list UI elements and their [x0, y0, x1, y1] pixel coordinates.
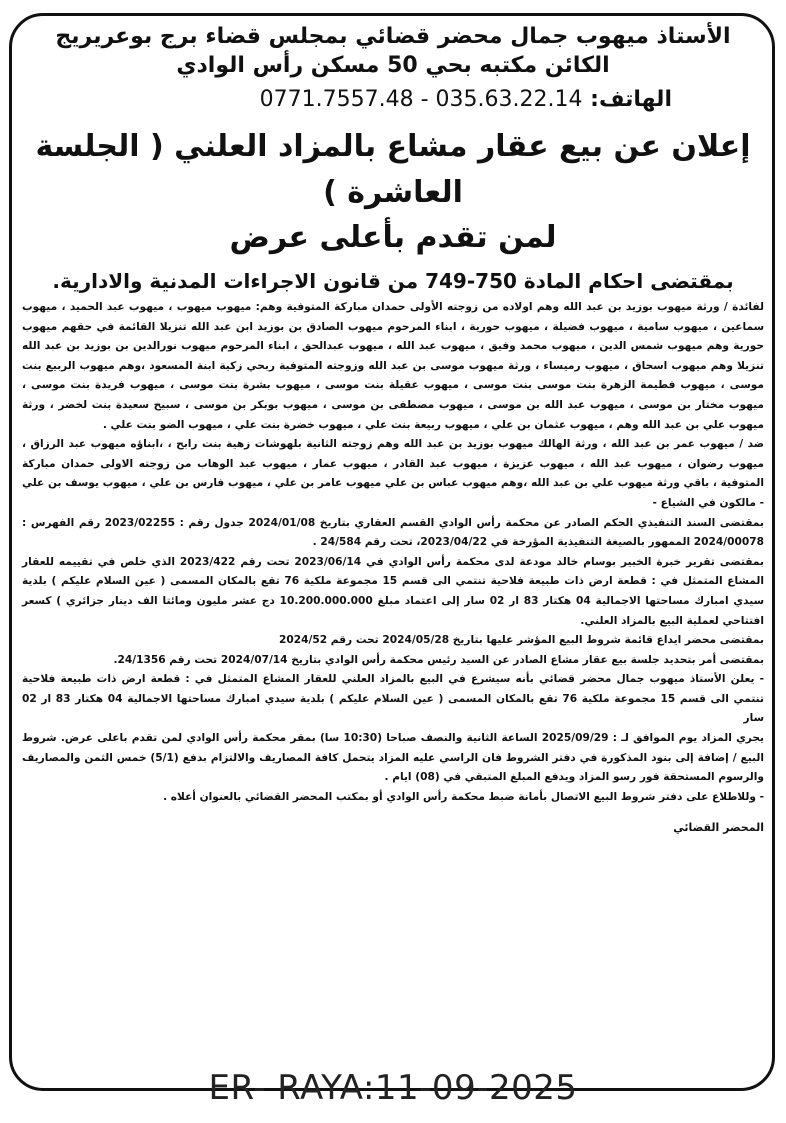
bailiff-name-line: الأستاذ ميهوب جمال محضر قضائي بمجلس قضاء برج بوعريريج — [55, 24, 731, 49]
body-paragraph: لفائدة / ورثة ميهوب بوزيد بن عبد الله وهم اولاده من زوجته الأولى حمدان مباركة المتوفية وهم: ميهوب ميهوب ، ميهوب عبد الحميد ، ميهوب سماعين ، ميهوب سامية ، ميهوب فضيلة ، ميهوب حورية ، ابناء المرحوم ميهوب الصادق بن بوزيد ابن عبد الله تنزيلا القائمة في حقهم ميهوب حورية وهم ميهوب شمس الدين ، ميهوب محمد وفيق ، ميهوب عبد الله ، ميهوب عبدالحق ، ابناء المرحوم ميهوب نورالدين بن بوزيد بن عبد الله تنزيلا وهم ميهوب اسحاق ، ميهوب رميساء ، ورثة ميهوب موسى بن عبد الله وزوجته المتوفية ربحي زكية ابنة المسعود ،وهم ميهوب الربيع بنت موسى ، ميهوب فطيمة الزهرة بنت موسى بنت موسى ، ميهوب عقيلة بنت موسى ، ميهوب بشرة بنت موسى ، ميهوب فريدة بنت موسى ، ميهوب مختار بن موسى ، ميهوب عبد الله بن موسى ، ميهوب مصطفى بن موسى ، ميهوب بوبكر بن موسى ، سبيح سعيدة بنت لخضر ، ورثة ميهوب علي بن عبد الله وهم ، ميهوب عثمان بن علي ، ميهوب ربيعة بنت علي ، ميهوب خضرة بنت علي ، ميهوب الضو بنت علي . — [22, 301, 764, 431]
body-paragraph: بمقتضى أمر بتحديد جلسة بيع عقار مشاع الصادر عن السيد رئيس محكمة رأس الوادي بتاريخ 2024/07/14 تحت رقم 24/1356. — [113, 653, 764, 666]
phone-line — [22, 84, 672, 116]
body-paragraph: - وللاطلاع على دفتر شروط البيع الاتصال بأمانة ضبط محكمة رأس الوادي أو بمكتب المحضر القضائي بالعنوان أعلاه . — [163, 790, 764, 803]
phone-numbers: 0771.7557.48 - 035.63.22.14 — [259, 87, 583, 112]
body-paragraph: - يعلن الأستاذ ميهوب جمال محضر قضائي بأنه سيشرع في البيع بالمزاد العلني للعقار المشاع المتمثل في : قطعة ارض ذات طبيعة فلاحية تنتمي الى قسم 15 مجموعة ملكية 76 تقع بالمكان المسمى ( عين السلام عليكم ) بلدية سيدي امبارك مساحتها الاجمالية 04 هكتار 83 ار 02 سار — [22, 673, 764, 725]
phone-label: الهاتف: — [590, 87, 672, 112]
notice — [22, 22, 764, 834]
body-paragraph: ضد / ميهوب عمر بن عبد الله ، ورثة الهالك ميهوب بوزيد بن عبد الله وهم زوجته الثانية بلهوشات زهية بنت رابح ، ،ابناؤه ميهوب عبد الرزاق ، ميهوب رضوان ، ميهوب عبد الله ، ميهوب عزيزة ، ميهوب عبد القادر ، ميهوب عمار ، ميهوب عبد الوهاب من زوجته الاولى حمدان مباركة المتوفية ، باقي ورثة ميهوب علي بن عبد الله ،وهم ميهوب عباس بن علي ميهوب عامر بن علي ، ميهوب فارس بن علي ، ميهوب يوسف بن علي - مالكون في الشياع - — [22, 438, 764, 509]
body-paragraph: يجري المزاد يوم الموافق لـ : 2025/09/29 الساعة الثانية والنصف صباحا (10:30 سا) بمقر محكمة رأس الوادي لمن تقدم باعلى عرض. شروط البيع / إضافة إلى بنود المذكورة في دفتر الشروط فان الراسي عليه المزاد يتحمل كافة المصاريف والالتزام بدفع (5/1) خمس الثمن والمصاريف والرسوم المستحقة فور رسو المزاد ويدفع المبلغ المتبقي في (08) ايام . — [22, 732, 764, 784]
notice-title: إعلان عن بيع عقار مشاع بالمزاد العلني ( الجلسة العاشرة ) — [35, 129, 751, 210]
body-paragraph: بمقتضى السند التنفيذي الحكم الصادر عن محكمة رأس الوادي القسم العقاري بتاريخ 2024/01/08 جدول رقم : 2023/02255 رقم الفهرس : 2024/00078 الممهور بالصيغة التنفيذية المؤرخة في 2023/04/22، تحت رقم 24/584 . — [22, 516, 764, 549]
body-paragraph: بمقتضى محضر ايداع قائمة شروط البيع المؤشر عليها بتاريخ 2024/05/28 تحت رقم 2024/52 — [279, 634, 764, 647]
notice-body — [22, 298, 764, 807]
office-address-line: الكائن مكتبه بحي 50 مسكن رأس الوادي — [176, 53, 610, 78]
signature: المحضر القضائي — [673, 821, 764, 835]
law-reference: بمقتضى احكام المادة 750-749 من قانون الاجراءات المدنية والادارية. — [52, 269, 734, 293]
notice-subtitle: لمن تقدم بأعلى عرض — [229, 220, 557, 255]
newspaper-footer: ER- RAYA:11-09-2025 — [208, 1068, 578, 1108]
body-paragraph: بمقتضى تقرير خبرة الخبير بوسام خالد مودعة لدى محكمة رأس الوادي في 2023/06/14 تحت رقم 2023/422 الذي خلص في تقييمه للعقار المشاع المتمثل في : قطعة ارض ذات طبيعة فلاحية تنتمي الى قسم 15 مجموعة ملكية 76 تقع بالمكان المسمى ( عين السلام عليكم ) بلدية سيدي امبارك مساحتها الاجمالية 04 هكتار 83 ار 02 سار إلى اعتماد مبلغ 10.200.000.000 دج عشر مليون ومائتا الف دينار جزائري ) كسعر افتتاحي لعملية البيع بالمزاد العلني. — [22, 555, 764, 627]
